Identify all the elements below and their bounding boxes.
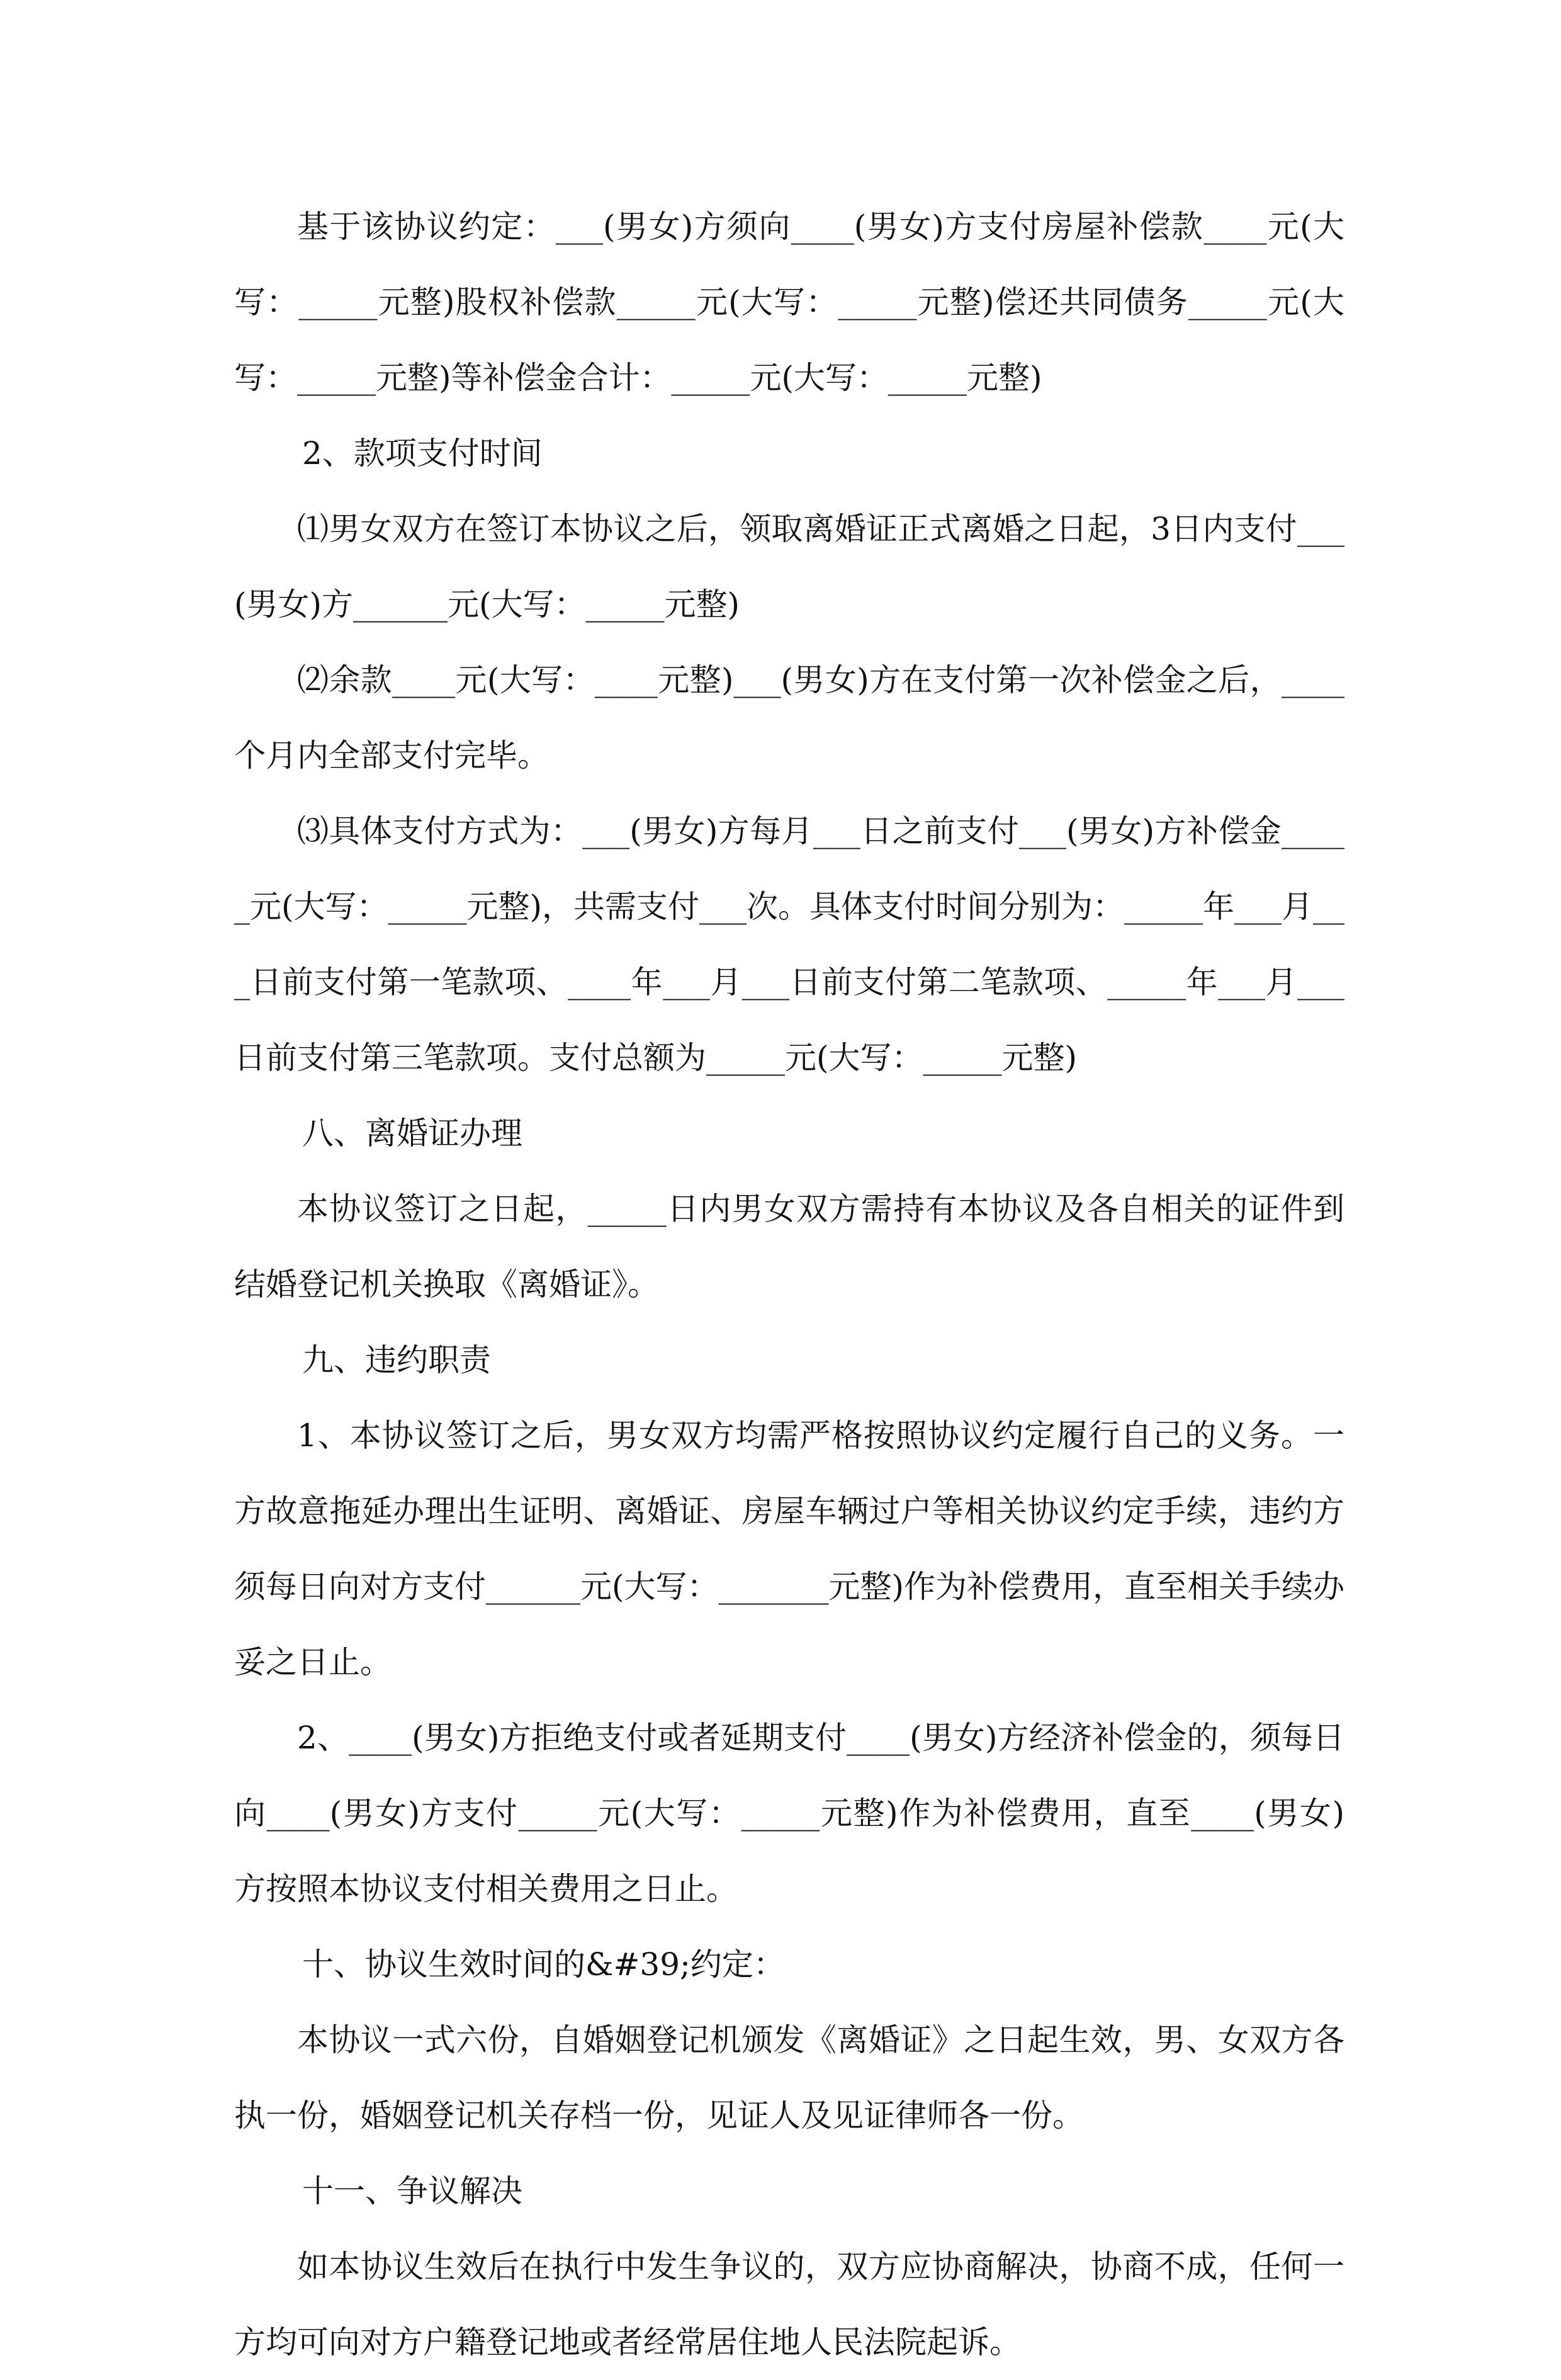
paragraph-dispute-resolution: 如本协议生效后在执行中发生争议的，双方应协商解决，协商不成，任何一方均可向对方户籍登记地或者经常居住地人民法院起诉。 xyxy=(234,2248,1344,2360)
heading-effective-time: 十、协议生效时间的&#39;约定： xyxy=(302,1946,785,1983)
paragraph-payment-item-1: ⑴男女双方在签订本协议之后，领取离婚证正式离婚之日起，3日内支付___(男女)方______元(大写：_____元整) xyxy=(234,511,1344,623)
paragraph-effective-time: 本协议一式六份，自婚姻登记机颁发《离婚证》之日起生效，男、女双方各执一份，婚姻登记机关存档一份，见证人及见证律师各一份。 xyxy=(234,2022,1344,2134)
paragraph-liability-2: 2、____(男女)方拒绝支付或者延期支付____(男女)方经济补偿金的，须每日向____(男女)方支付_____元(大写：_____元整)作为补偿费用，直至____(男女)方按照本协议支付相关费用之日止。 xyxy=(234,1720,1344,1907)
document-page xyxy=(234,189,1344,2380)
heading-divorce-certificate: 八、离婚证办理 xyxy=(302,1115,522,1152)
paragraph-payment-item-3: ⑶具体支付方式为：___(男女)方每月___日之前支付___(男女)方补偿金_____元(大写：_____元整)，共需支付___次。具体支付时间分别为：_____年___月___日前支付第一笔款项、____年___月___日前支付第二笔款项、_____年___月___日前支付第三笔款项。支付总额为_____元(大写：_____元整) xyxy=(234,813,1345,1076)
paragraph-divorce-certificate: 本协议签订之日起，_____日内男女双方需持有本协议及各自相关的证件到结婚登记机关换取《离婚证》。 xyxy=(234,1191,1344,1303)
paragraph-liability-1: 1、本协议签订之后，男女双方均需严格按照协议约定履行自己的义务。一方故意拖延办理出生证明、离婚证、房屋车辆过户等相关协议约定手续，违约方须每日向对方支付______元(大写：_______元整)作为补偿费用，直至相关手续办妥之日止。 xyxy=(234,1417,1345,1680)
paragraph-compensation-summary: 基于该协议约定：___(男女)方须向____(男女)方支付房屋补偿款____元(大写：_____元整)股权补偿款_____元(大写：_____元整)偿还共同债务_____元(大写：_____元整)等补偿金合计：_____元(大写：_____元整) xyxy=(234,208,1344,396)
heading-liability: 九、违约职责 xyxy=(302,1342,491,1378)
heading-payment-time: 2、款项支付时间 xyxy=(302,435,543,472)
paragraph-payment-item-2: ⑵余款____元(大写：____元整)___(男女)方在支付第一次补偿金之后，____个月内全部支付完毕。 xyxy=(234,662,1344,774)
heading-dispute-resolution: 十一、争议解决 xyxy=(302,2173,522,2209)
